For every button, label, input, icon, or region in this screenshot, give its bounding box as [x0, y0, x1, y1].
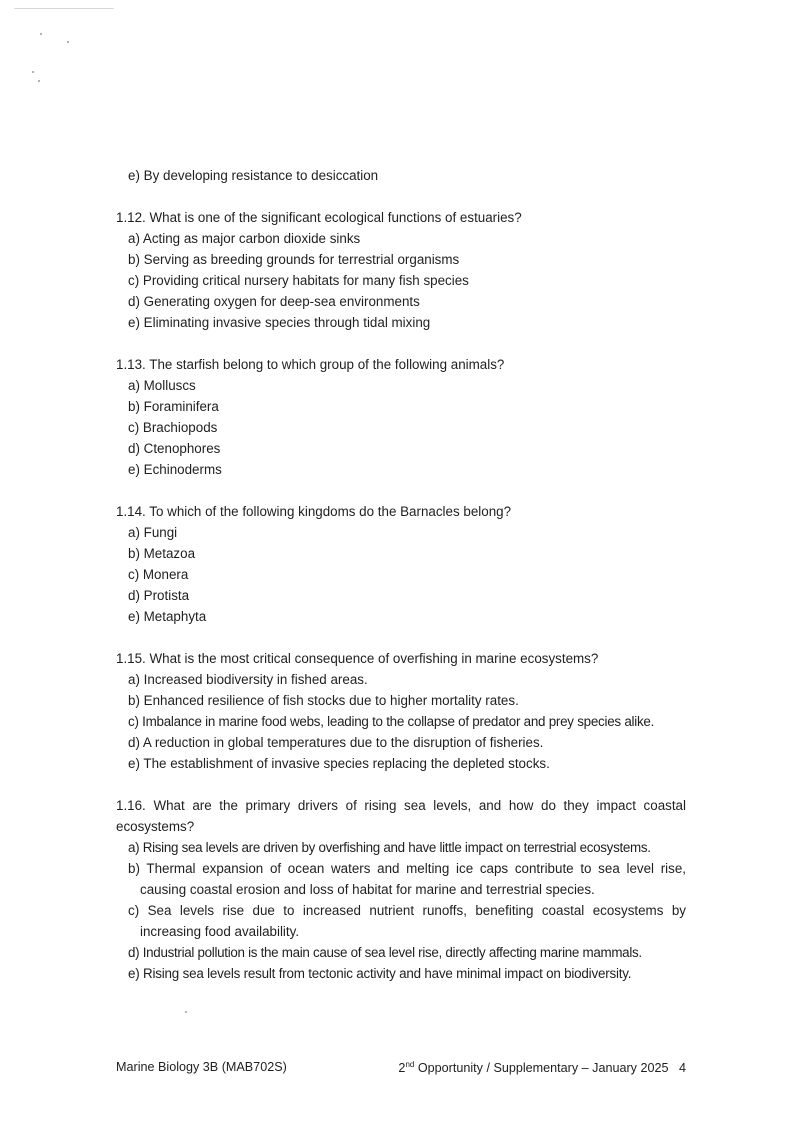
option-c: c) Imbalance in marine food webs, leading to the collapse of predator and prey species alike. [128, 714, 655, 729]
question-1-14 [116, 501, 686, 627]
option-b: b) Enhanced resilience of fish stocks due to higher mortality rates. [128, 693, 519, 708]
option-a: a) Fungi [128, 525, 178, 540]
footer-course: Marine Biology 3B (MAB702S) [116, 1060, 287, 1074]
question-number: 1.12. [116, 210, 146, 225]
option-b: b) Thermal expansion of ocean waters and melting ice caps contribute to sea level rise, causing coastal erosion and loss of habitat for marine and terrestrial species. [128, 861, 686, 897]
option-b: b) Metazoa [128, 546, 196, 561]
question-text: What is the most critical consequence of overfishing in marine ecosystems? [149, 651, 599, 666]
option-c: c) Providing critical nursery habitats for many fish species [128, 273, 469, 288]
question-number: 1.13. [116, 357, 146, 372]
option-a: a) Acting as major carbon dioxide sinks [128, 231, 361, 246]
question-text: What are the primary drivers of rising sea levels, and how do they impact coastal ecosystems? [116, 798, 686, 834]
footer-opportunity: 2nd Opportunity / Supplementary – January 2025 4 [398, 1060, 686, 1075]
option-e: e) The establishment of invasive species replacing the depleted stocks. [128, 756, 550, 771]
question-text: The starfish belong to which group of the following animals? [149, 357, 505, 372]
option-d: d) A reduction in global temperatures due to the disruption of fisheries. [128, 735, 544, 750]
option-b: b) Serving as breeding grounds for terrestrial organisms [128, 252, 460, 267]
question-text: To which of the following kingdoms do the Barnacles belong? [149, 504, 512, 519]
page-number: 4 [678, 1061, 686, 1075]
option-d: d) Industrial pollution is the main cause of sea level rise, directly affecting marine mammals. [128, 945, 642, 960]
page-footer [116, 1060, 686, 1075]
option-a: a) Molluscs [128, 378, 196, 393]
question-number: 1.14. [116, 504, 146, 519]
question-1-13 [116, 354, 686, 480]
scan-speck [40, 33, 42, 35]
option-d: d) Protista [128, 588, 190, 603]
option-d: d) Ctenophores [128, 441, 221, 456]
scan-speck [32, 71, 34, 73]
scan-artifact-line [14, 8, 114, 9]
question-number: 1.16. [116, 798, 146, 813]
option-label: e) [128, 168, 140, 183]
option-c: c) Sea levels rise due to increased nutrient runoffs, benefiting coastal ecosystems by increasing food availability. [128, 903, 686, 939]
option-e: e) Eliminating invasive species through tidal mixing [128, 315, 431, 330]
option-d: d) Generating oxygen for deep-sea environments [128, 294, 420, 309]
option-text: By developing resistance to desiccation [143, 168, 379, 183]
option-a: a) Rising sea levels are driven by overfishing and have little impact on terrestrial ecosystems. [128, 840, 651, 855]
scan-speck [67, 41, 69, 43]
exam-page-content [116, 165, 686, 1005]
carryover-option [116, 165, 686, 186]
question-1-16 [116, 795, 686, 984]
option-b: b) Foraminifera [128, 399, 219, 414]
question-1-12 [116, 207, 686, 333]
question-text: What is one of the significant ecological functions of estuaries? [149, 210, 522, 225]
question-1-15 [116, 648, 686, 774]
option-e: e) Rising sea levels result from tectonic activity and have minimal impact on biodiversity. [128, 966, 632, 981]
scan-speck [38, 80, 40, 82]
option-c: c) Monera [128, 567, 189, 582]
scan-speck [185, 1011, 187, 1013]
option-e: e) Echinoderms [128, 462, 222, 477]
question-number: 1.15. [116, 651, 146, 666]
option-a: a) Increased biodiversity in fished areas. [128, 672, 368, 687]
option-e: e) Metaphyta [128, 609, 207, 624]
option-c: c) Brachiopods [128, 420, 218, 435]
